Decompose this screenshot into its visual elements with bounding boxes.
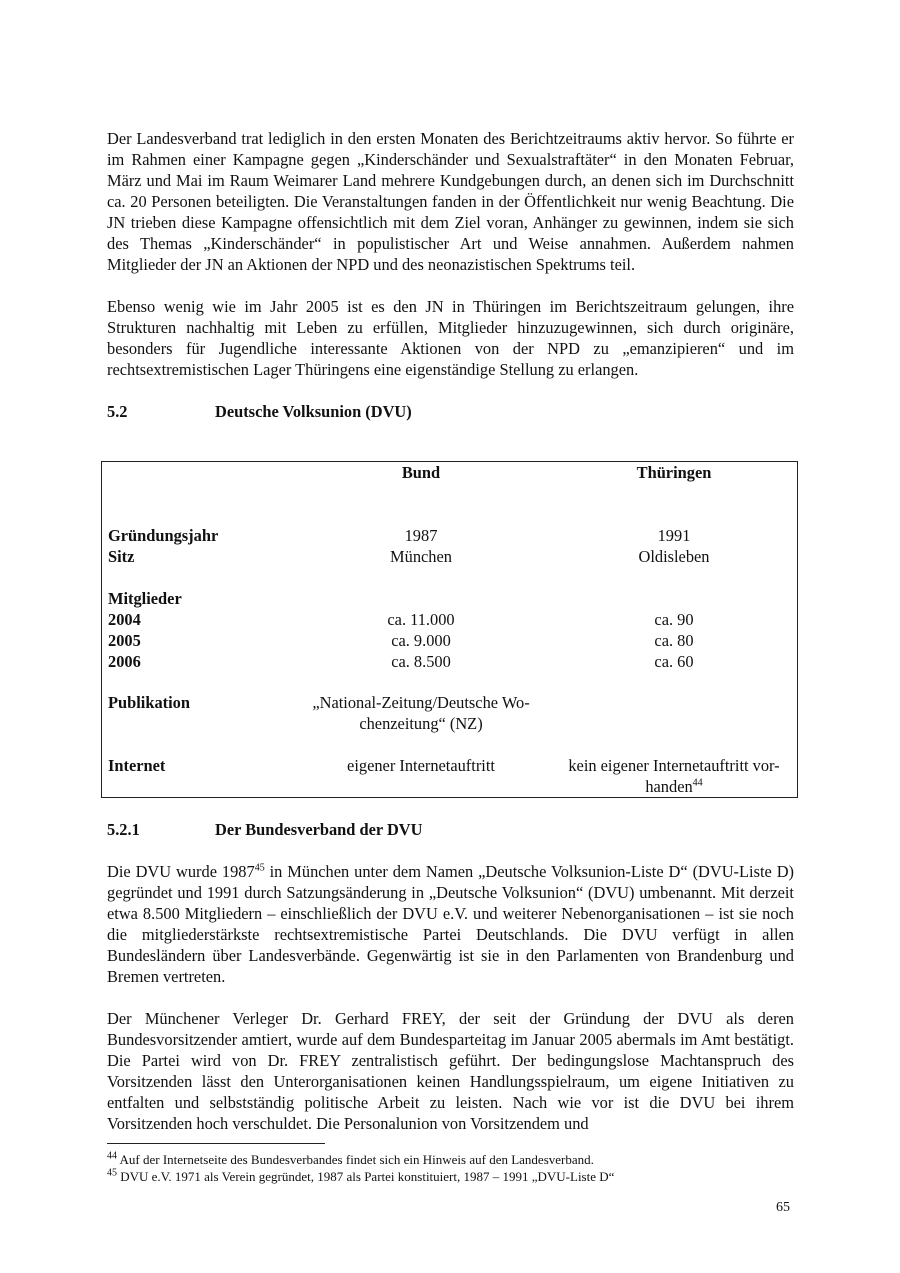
column-header-bund: Bund <box>401 463 441 482</box>
row-label-publikation: Publikation <box>108 693 190 712</box>
cell-bund-internet: eigener Internetauftritt <box>347 756 495 775</box>
internet-line-1: kein eigener Internetauftritt vor- <box>568 756 780 775</box>
page-body-lower <box>107 819 794 1134</box>
row-label-mitglieder: Mitglieder <box>108 589 182 608</box>
internet-line-2: handen <box>645 777 693 796</box>
section-title: Deutsche Volksunion (DVU) <box>215 402 412 421</box>
table-row <box>102 588 798 609</box>
cell-th-members: ca. 90 <box>654 610 694 629</box>
row-label-internet: Internet <box>108 756 166 775</box>
paragraph-jn-summary: Ebenso wenig wie im Jahr 2005 ist es den JN in Thüringen im Berichtszeitraum gelungen, ihre Strukturen nachhaltig mit Leben zu erfüllen, Mitglieder hinzuzugewinnen, sich durch originäre, besonders für Jugendliche interessante Aktionen von der NPD zu „emanzipieren“ und im rechtsextremistischen Lager Thüringens eine eigenständige Stellung zu erlangen. <box>107 297 794 379</box>
page-number: 65 <box>776 1200 790 1215</box>
page-body <box>107 128 794 422</box>
table-row <box>102 755 798 798</box>
paragraph-dvu-founding: Die DVU wurde 1987$^{45}$ in München unter dem Namen „Deutsche Volksunion-Liste D“ (DVU-Liste D) gegründet und 1991 durch Satzungsänderung in „Deutsche Volksunion“ (DVU) umbenannt. Mit derzeit etwa 8.500 Mitgliedern – einschließlich der DVU e.V. und weiterer Nebenorganisationen – ist sie noch die mitgliederstärkste rechtsextremistische Partei Deutschlands. Die DVU verfügt in allen Bundesländern über Landesverbände. Gegenwärtig ist sie in den Parlamenten von Brandenburg und Bremen vertreten. <box>107 862 795 986</box>
cell-th-members: ca. 80 <box>654 631 694 650</box>
cell-bund-members: ca. 9.000 <box>391 631 451 650</box>
cell-th-members: ca. 60 <box>654 652 694 671</box>
cell-th-internet <box>551 755 798 798</box>
row-label-gruendungsjahr: Gründungsjahr <box>108 526 219 545</box>
section-heading-5-2-1 <box>107 819 794 840</box>
column-header-thueringen: Thüringen <box>636 463 712 482</box>
publikation-line-2: chenzeitung“ (NZ) <box>359 714 483 733</box>
footnote-ref-44: 44 <box>692 777 703 789</box>
section-number: 5.2.1 <box>107 820 140 839</box>
footnote-ref-45: 45 <box>254 862 265 874</box>
table-row <box>102 692 798 734</box>
table-row <box>102 525 798 546</box>
footnote-separator <box>107 1143 325 1144</box>
table-row <box>102 609 798 630</box>
section-title: Der Bundesverband der DVU <box>215 820 423 839</box>
publikation-line-1: „National-Zeitung/Deutsche Wo- <box>312 693 530 712</box>
paragraph-frey: Der Münchener Verleger Dr. Gerhard FREY, der seit der Gründung der DVU als deren Bundesvorsitzender amtiert, wurde auf dem Bundesparteitag im Januar 2005 abermals im Amt bestätigt. Die Partei wird von Dr. FREY zentralistisch geführt. Der bedingungslose Machtanspruch des Vorsitzenden lässt den Unterorganisationen keinen Handlungsspielraum, um eigene Initiativen zu entfalten und selbstständig politische Arbeit zu leisten. Nach wie vor ist die DVU bei ihrem Vorsitzenden hoch verschuldet. Die Personalunion von Vorsitzendem und <box>107 1009 794 1133</box>
table-header-row <box>102 462 798 484</box>
cell-bund-members: ca. 8.500 <box>391 652 451 671</box>
section-heading-5-2 <box>107 401 794 422</box>
cell-bund-gruendungsjahr: 1987 <box>404 526 438 545</box>
cell-bund-sitz: München <box>390 547 452 566</box>
table-row <box>102 546 798 567</box>
cell-th-sitz: Oldisleben <box>638 547 710 566</box>
paragraph-landesverband: Der Landesverband trat lediglich in den ersten Monaten des Berichtzeitraums aktiv hervor. So führte er im Rahmen einer Kampagne gegen „Kinderschänder und Sexualstraftäter“ in den Monaten Februar, März und Mai im Raum Weimarer Land mehrere Kundgebungen durch, an denen sich im Durchschnitt ca. 20 Personen beteiligten. Die Veranstaltungen fanden in der Öffentlichkeit nur wenig Beachtung. Die JN trieben diese Kampagne offensichtlich mit dem Ziel voran, Anhänger zu gewinnen, indem sie sich des Themas „Kinderschänder“ in populistischer Art und Weise annahmen. Außerdem nahmen Mitglieder der JN an Aktionen der NPD und des neonazistischen Spektrums teil. <box>107 129 794 274</box>
section-number: 5.2 <box>107 402 128 421</box>
cell-bund-publikation <box>291 692 551 734</box>
footnote-45: $^{45}$ DVU e.V. 1971 als Verein gegründet, 1987 als Partei konstituiert, 1987 – 1991 „DVU-Liste D“ <box>107 1167 615 1184</box>
dvu-fact-table <box>101 461 798 798</box>
footnote-44: $^{44}$ Auf der Internetseite des Bundesverbandes findet sich ein Hinweis auf den Landesverband. <box>107 1150 594 1167</box>
cell-th-gruendungsjahr: 1991 <box>657 526 691 545</box>
table-row <box>102 630 798 651</box>
table-row <box>102 651 798 672</box>
row-label-year: 2006 <box>108 652 141 671</box>
row-label-year: 2005 <box>108 631 141 650</box>
cell-bund-members: ca. 11.000 <box>387 610 455 629</box>
row-label-year: 2004 <box>108 610 141 629</box>
row-label-sitz: Sitz <box>108 547 135 566</box>
